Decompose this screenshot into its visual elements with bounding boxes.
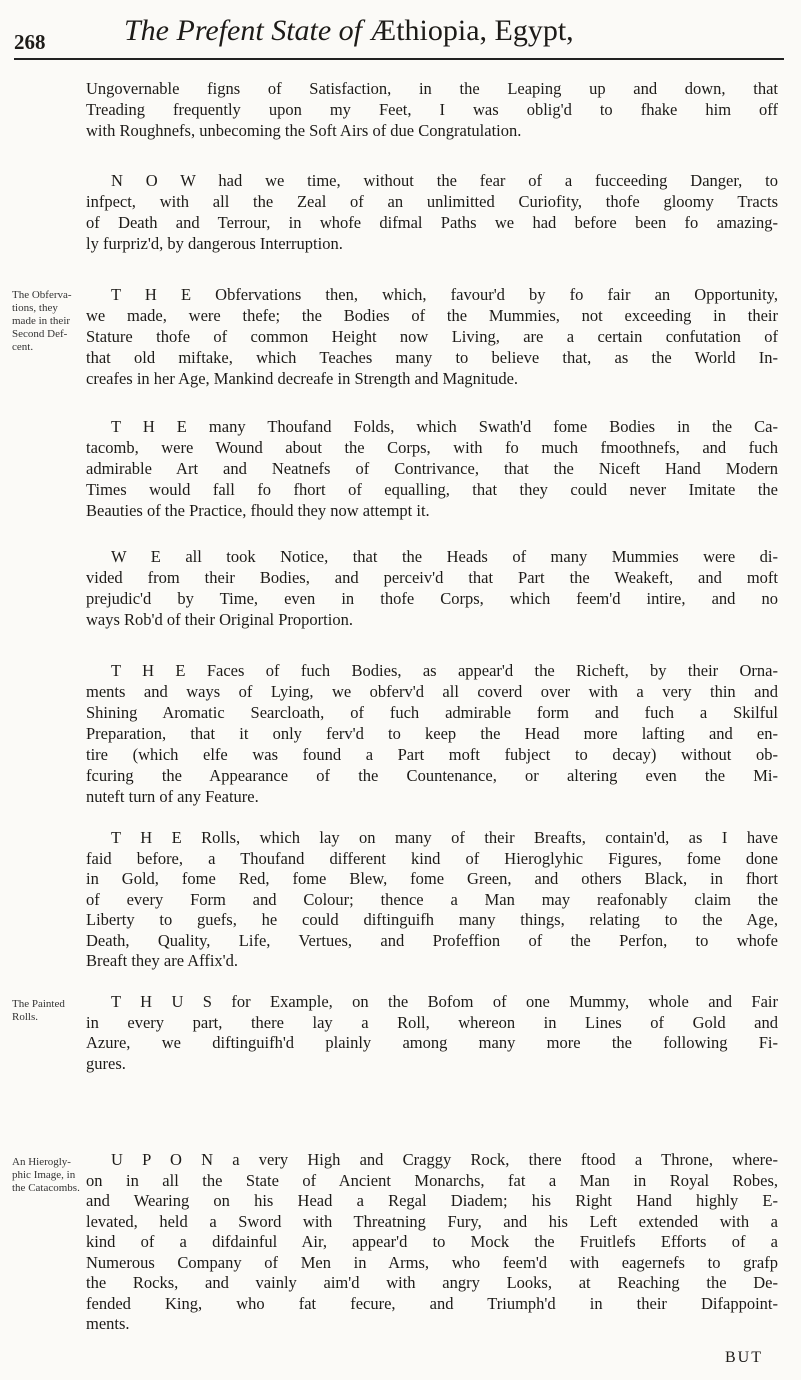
text-line: of Death and Terrour, in whofe difmal Paths we had before been fo amazing-	[86, 213, 778, 232]
text-line: Liberty to guefs, he could diftinguifh many things, relating to the Age,	[86, 910, 778, 929]
paragraph-9	[86, 1150, 778, 1335]
text-line: ways Rob'd of their Original Proportion.	[86, 610, 353, 629]
paragraph-3	[86, 284, 778, 389]
paragraph-1	[86, 78, 778, 141]
text-line: Stature thofe of common Height now Living, are a certain confutation of	[86, 327, 778, 346]
text-line: that old miftake, which Teaches many to believe that, as the World In-	[86, 348, 778, 367]
sidenote-line: cent.	[12, 341, 34, 353]
text-line: Azure, we diftinguifh'd plainly among many more the following Fi-	[86, 1033, 778, 1052]
text-line: W E all took Notice, that the Heads of many Mummies were di-	[111, 547, 778, 566]
paragraph-2	[86, 170, 778, 254]
page-number: 268	[14, 30, 46, 54]
text-line: Ungovernable figns of Satisfaction, in the Leaping up and down, that	[86, 79, 778, 98]
sidenote-line: The Painted	[12, 998, 65, 1010]
sidenote-line: Second Def-	[12, 328, 68, 340]
running-head	[124, 14, 574, 48]
text-line: on in all the State of Ancient Monarchs, fat a Man in Royal Robes,	[86, 1170, 778, 1190]
text-line: Beauties of the Practice, fhould they now attempt it.	[86, 501, 430, 520]
text-line: fcuring the Appearance of the Countenance, or altering even the Mi-	[86, 766, 778, 785]
text-line: U P O N a very High and Craggy Rock, there ftood a Throne, where-	[111, 1150, 778, 1169]
text-line: the Rocks, and vainly aim'd with angry Looks, at Reaching the De-	[86, 1273, 778, 1292]
text-line: we made, were thefe; the Bodies of the Mummies, not exceeding in their	[86, 306, 778, 325]
text-line: and Wearing on his Head a Regal Diadem; his Right Hand highly E-	[86, 1191, 778, 1210]
sidenote-line: phic Image, in	[12, 1169, 76, 1181]
text-line: vided from their Bodies, and perceiv'd that Part the Weakeft, and moft	[86, 568, 778, 587]
text-line: with Roughnefs, unbecoming the Soft Airs of due Congratulation.	[86, 121, 522, 140]
text-line: creafes in her Age, Mankind decreafe in Strength and Magnitude.	[86, 369, 519, 388]
text-line: Treading frequently upon my Feet, I was oblig'd to fhake him off	[86, 100, 778, 119]
text-line: infpect, with all the Zeal of an unlimitted Curiofity, thofe gloomy Tracts	[86, 192, 778, 211]
text-line: T H E Faces of fuch Bodies, as appear'd the Richeft, by their Orna-	[111, 661, 778, 680]
text-line: Preparation, that it only ferv'd to keep the Head more lafting and en-	[86, 724, 778, 743]
sidenote-line: tions, they	[12, 302, 58, 314]
text-line: Times would fall fo fhort of equalling, that they could never Imitate the	[86, 480, 778, 499]
sidenote-line: The Obferva-	[12, 289, 72, 301]
paragraph-7	[86, 828, 778, 972]
text-line: faid before, a Thoufand different kind of Hieroglyhic Figures, fome done	[86, 848, 778, 868]
paragraph-6	[86, 660, 778, 807]
text-line: tacomb, were Wound about the Corps, with fo much fmoothnefs, and fuch	[86, 438, 778, 457]
text-line: fended King, who fat fecure, and Triumph'd in their Difappoint-	[86, 1293, 778, 1313]
text-line: Death, Quality, Life, Vertues, and Profeffion of the Perfon, to whofe	[86, 930, 778, 950]
text-line: Numerous Company of Men in Arms, who feem'd with eagernefs to grafp	[86, 1252, 778, 1272]
sidenote-line: An Hierogly-	[12, 1156, 71, 1168]
text-line: in Gold, fome Red, fome Blew, fome Green, and others Black, in fhort	[86, 869, 778, 888]
text-line: T H U S for Example, on the Bofom of one Mummy, whole and Fair	[111, 992, 778, 1011]
text-line: Breaft they are Affix'd.	[86, 951, 239, 970]
text-line: tire (which elfe was found a Part moft fubject to decay) without ob-	[86, 745, 778, 764]
text-line: ly furpriz'd, by dangerous Interruption.	[86, 234, 343, 253]
text-line: kind of a difdainful Air, appear'd to Mock the Fruitlefs Efforts of a	[86, 1232, 778, 1251]
text-line: N O W had we time, without the fear of a fucceeding Danger, to	[111, 171, 778, 190]
sidenote-hieroglyphic-image	[12, 1156, 82, 1195]
sidenote-line: the Catacombs.	[12, 1182, 80, 1194]
text-line: gures.	[86, 1053, 126, 1073]
text-line: T H E many Thoufand Folds, which Swath'd fome Bodies in the Ca-	[111, 417, 778, 436]
text-line: ments.	[86, 1314, 130, 1333]
running-head-roman: Æthiopia, Egypt,	[369, 14, 574, 47]
text-line: of every Form and Colour; thence a Man may reafonably claim the	[86, 889, 778, 909]
sidenote-line: made in their	[12, 315, 71, 327]
text-line: ments and ways of Lying, we obferv'd all coverd over with a very thin and	[86, 682, 778, 701]
text-line: nuteft turn of any Feature.	[86, 787, 259, 806]
running-head-italic: The Prefent State of	[124, 14, 363, 47]
sidenote-painted-rolls	[12, 998, 82, 1024]
text-line: Shining Aromatic Searcloath, of fuch admirable form and fuch a Skilful	[86, 703, 778, 722]
paragraph-5	[86, 546, 778, 630]
text-line: T H E Rolls, which lay on many of their Breafts, contain'd, as I have	[111, 828, 778, 847]
paragraph-4	[86, 416, 778, 521]
sidenote-observations	[12, 289, 82, 354]
text-line: levated, held a Sword with Threatning Fury, and his Left extended with a	[86, 1211, 778, 1231]
sidenote-line: Rolls.	[12, 1011, 38, 1023]
text-line: in every part, there lay a Roll, whereon in Lines of Gold and	[86, 1012, 778, 1032]
text-line: T H E Obfervations then, which, favour'd by fo fair an Opportunity,	[111, 285, 778, 304]
page-header	[14, 14, 784, 60]
text-line: prejudic'd by Time, even in thofe Corps, which feem'd intire, and no	[86, 589, 778, 608]
catchword: BUT	[725, 1349, 763, 1366]
paragraph-8	[86, 992, 778, 1074]
text-line: admirable Art and Neatnefs of Contrivance, that the Niceft Hand Modern	[86, 459, 778, 478]
